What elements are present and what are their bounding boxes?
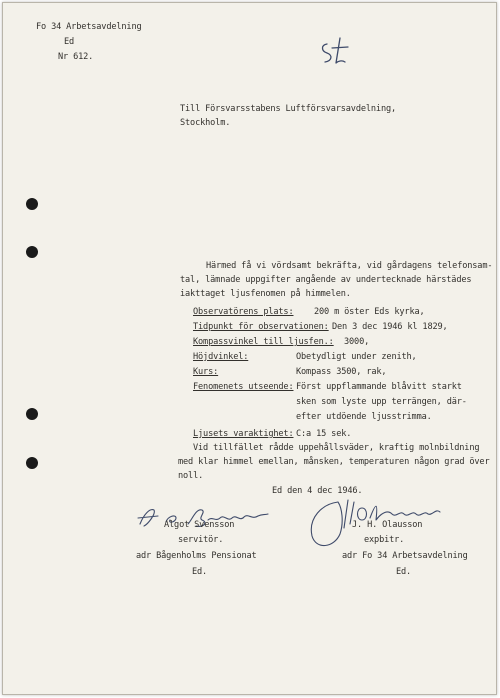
recipient-line-1: Till Försvarsstabens Luftförsvarsavdelning, xyxy=(180,104,397,114)
field-label-observer-place: Observatörens plats: xyxy=(193,307,294,317)
field-value-course: Kompass 3500, rak, xyxy=(296,367,387,377)
intro-line-1: Härmed få vi vördsamt bekräfta, vid gårdagens telefonsam- xyxy=(206,261,493,271)
field-label-duration: Ljusets varaktighet: xyxy=(193,429,294,439)
field-value-elevation: Obetydligt under zenith, xyxy=(296,352,417,362)
signer-right-name: J. H. Olausson xyxy=(352,520,423,530)
field-value-observer-place: 200 m öster Eds kyrka, xyxy=(314,307,425,317)
recipient-line-2: Stockholm. xyxy=(180,118,231,128)
punch-hole xyxy=(26,246,38,258)
document-page xyxy=(2,2,497,695)
field-label-compass-angle: Kompassvinkel till ljusfen.: xyxy=(193,337,334,347)
field-value-duration: C:a 15 sek. xyxy=(296,429,352,439)
signer-left-name: Algot Svensson xyxy=(164,520,235,530)
place-date: Ed den 4 dec 1946. xyxy=(272,486,363,496)
punch-hole xyxy=(26,408,38,420)
weather-line-2: med klar himmel emellan, månsken, temperaturen någon grad över xyxy=(178,457,490,467)
letterhead-number: Nr 612. xyxy=(58,52,94,62)
signer-right-address: adr Fo 34 Arbetsavdelning xyxy=(342,551,468,561)
signer-left-address: adr Bågenholms Pensionat xyxy=(136,551,257,561)
punch-hole xyxy=(26,198,38,210)
appearance-line-1: Först uppflammande blåvitt starkt xyxy=(296,382,462,392)
field-label-elevation: Höjdvinkel: xyxy=(193,352,249,362)
signer-left-town: Ed. xyxy=(192,567,208,577)
weather-line-1: Vid tillfället rådde uppehållsväder, kraftig molnbildning xyxy=(193,443,480,453)
letterhead-unit: Fo 34 Arbetsavdelning xyxy=(36,22,142,32)
field-value-time: Den 3 dec 1946 kl 1829, xyxy=(332,322,448,332)
handwritten-initials xyxy=(318,36,358,70)
intro-line-2: tal, lämnade uppgifter angående av undertecknade härstädes xyxy=(180,275,472,285)
field-label-appearance: Fenomenets utseende: xyxy=(193,382,294,392)
weather-line-3: noll. xyxy=(178,471,204,481)
field-label-course: Kurs: xyxy=(193,367,219,377)
field-label-time: Tidpunkt för observationen: xyxy=(193,322,329,332)
punch-hole xyxy=(26,457,38,469)
appearance-line-2: sken som lyste upp terrängen, där- xyxy=(296,397,467,407)
signer-right-town: Ed. xyxy=(396,567,412,577)
signer-left-title: servitör. xyxy=(178,535,224,545)
appearance-line-3: efter utdöende ljusstrimma. xyxy=(296,412,432,422)
signer-right-title: expbitr. xyxy=(364,535,405,545)
field-value-compass-angle: 3000, xyxy=(344,337,370,347)
intro-line-3: iakttaget ljusfenomen på himmelen. xyxy=(180,289,351,299)
letterhead-place: Ed xyxy=(64,37,75,47)
